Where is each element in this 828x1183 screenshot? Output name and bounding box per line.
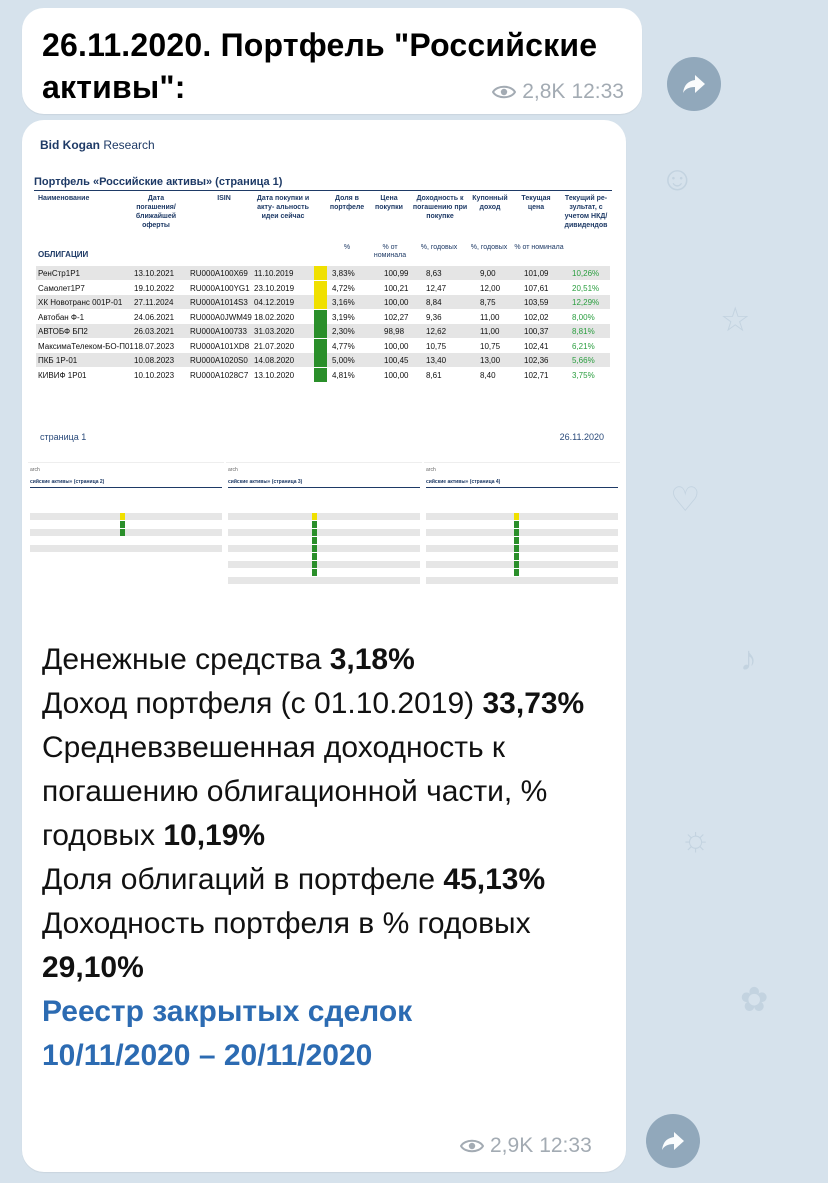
- table-cell: 23.10.2019: [254, 283, 295, 293]
- stat-line: Доходность портфеля в % годовых 29,10%: [42, 907, 531, 984]
- views-count: 2,9K: [490, 1134, 534, 1157]
- table-cell: 10,26%: [572, 269, 600, 278]
- table-cell: 26.03.2021: [134, 327, 175, 336]
- table-cell: 100,21: [384, 283, 409, 293]
- table-cell: 103,59: [524, 298, 549, 307]
- table-cell: 102,27: [384, 312, 409, 322]
- table-cell: Автобан Ф-1: [38, 312, 85, 322]
- thumb-title: сийские активы» (страница 3): [228, 479, 303, 485]
- thumb-row: [426, 561, 618, 568]
- section-label: ОБЛИГАЦИИ: [38, 250, 89, 259]
- table-cell: RU000A1020S0: [190, 356, 248, 365]
- doodle-note-icon: ♪: [740, 640, 757, 678]
- thumb-row: [426, 513, 618, 520]
- table-cell: 14.08.2020: [254, 356, 295, 365]
- table-cell: ХК Новотранс 001Р-01: [38, 298, 123, 307]
- table-cell: 2,30%: [332, 327, 355, 336]
- thumb-row: [228, 521, 420, 528]
- status-indicator: [514, 553, 519, 560]
- sub-header: %, годовых: [420, 244, 458, 251]
- table-cell: 8,84: [426, 298, 442, 307]
- table-cell: 11.10.2019: [254, 269, 294, 278]
- share-button-1[interactable]: [667, 57, 721, 111]
- thumb-row: [228, 545, 420, 552]
- table-cell: RU000A101XD8: [190, 341, 250, 351]
- table-cell: 10,75: [480, 341, 501, 351]
- table-cell: RU000A1028C7: [190, 370, 249, 380]
- doodle-heart-icon: ♡: [670, 481, 701, 519]
- table-cell: 8,00%: [572, 312, 595, 322]
- status-indicator: [312, 569, 317, 576]
- message-bubble-2[interactable]: [22, 120, 626, 1172]
- status-indicator: [312, 537, 317, 544]
- page-label: страница 1: [40, 432, 87, 442]
- table-cell: 102,02: [524, 312, 549, 322]
- table-cell: 13.10.2020: [254, 370, 295, 380]
- table-row: [36, 295, 610, 309]
- message-meta-2: [460, 1134, 592, 1158]
- table-cell: РенСтр1Р1: [38, 269, 80, 278]
- table-cell: 27.11.2024: [134, 298, 174, 307]
- message-time: 12:33: [571, 80, 624, 103]
- table-cell: 8,61: [426, 370, 442, 380]
- thumb-row: [426, 537, 618, 544]
- message-text: [42, 638, 612, 1078]
- table-cell: 04.12.2019: [254, 298, 295, 307]
- col-header: Наименование: [38, 195, 90, 202]
- table-row: [36, 324, 610, 338]
- thumb-brand: arch: [30, 467, 40, 473]
- table-cell: 8,40: [480, 370, 496, 380]
- table-cell: 8,63: [426, 269, 442, 278]
- thumb-row: [426, 521, 618, 528]
- table-cell: 11,00: [480, 327, 500, 336]
- sub-header: % от номинала: [514, 244, 564, 251]
- col-header: Доходность к погашению при покупке: [412, 195, 468, 220]
- table-cell: 5,66%: [572, 356, 595, 365]
- col-header: Дата покупки и акту- альность идеи сейчас: [256, 195, 310, 220]
- sub-header: %, годовых: [470, 244, 508, 251]
- table-cell: 19.10.2022: [134, 283, 175, 293]
- table-cell: 31.03.2020: [254, 327, 295, 336]
- table-cell: 4,77%: [332, 341, 355, 351]
- views-count: 2,8K: [522, 80, 566, 103]
- status-indicator: [314, 295, 327, 309]
- table-cell: 102,41: [524, 341, 549, 351]
- table-cell: RU000A1014S3: [190, 298, 248, 307]
- status-indicator: [514, 513, 519, 520]
- table-cell: 11,00: [480, 312, 500, 322]
- portfolio-image[interactable]: [28, 124, 620, 604]
- table-cell: 107,61: [524, 283, 549, 293]
- thumb-row: [228, 537, 420, 544]
- message-meta-1: [492, 80, 624, 104]
- page-date: 26.11.2020: [559, 432, 604, 442]
- thumb-row: [426, 529, 618, 536]
- thumb-row: [30, 529, 222, 536]
- table-cell: ПКБ 1Р-01: [38, 356, 78, 365]
- message-time: 12:33: [539, 1134, 592, 1157]
- status-indicator: [312, 545, 317, 552]
- table-row: [36, 281, 610, 295]
- table-cell: 3,83%: [332, 269, 355, 278]
- table-cell: 4,72%: [332, 283, 355, 293]
- thumb-title: сийские активы» (страница 4): [426, 479, 501, 485]
- col-header: Текущий ре- зультат, с учетом НКД/ дивидендов: [564, 195, 608, 229]
- thumb-row: [228, 569, 420, 576]
- thumb-row: [228, 529, 420, 536]
- brand-logo: Bid Kogan Research: [40, 138, 155, 152]
- thumb-title: сийские активы» (страница 2): [30, 479, 105, 485]
- table-cell: RU000A100733: [190, 327, 247, 336]
- status-indicator: [514, 545, 519, 552]
- thumb-rule: [426, 487, 618, 488]
- thumb-row: [30, 537, 222, 544]
- deals-registry-link[interactable]: Реестр закрытых сделок 10/11/2020 – 20/11/2020: [42, 995, 413, 1072]
- sub-header: %: [343, 244, 351, 251]
- table-cell: 101,09: [524, 269, 549, 278]
- table-cell: 13,40: [426, 356, 447, 365]
- table-cell: 100,45: [384, 356, 409, 365]
- status-indicator: [312, 513, 317, 520]
- table-cell: 21.07.2020: [254, 341, 295, 351]
- table-cell: 4,81%: [332, 370, 355, 380]
- table-cell: 18.07.2023: [134, 341, 175, 351]
- table-cell: 100,00: [384, 341, 409, 351]
- thumb-rule: [30, 487, 222, 488]
- thumb-row: [426, 585, 618, 592]
- table-cell: 12,47: [426, 283, 447, 293]
- table-cell: 8,81%: [572, 327, 595, 336]
- status-indicator: [312, 521, 317, 528]
- status-indicator: [120, 513, 125, 520]
- table-cell: 100,00: [384, 298, 409, 307]
- stat-line: Средневзвешенная доходность к погашению облигационной части, % годовых 10,19%: [42, 731, 548, 852]
- doodle-star-icon: ☆: [720, 301, 751, 339]
- status-indicator: [314, 368, 327, 382]
- col-header: Цена покупки: [375, 195, 403, 211]
- sub-header: % от номинала: [373, 244, 407, 259]
- table-cell: 6,21%: [572, 341, 595, 351]
- table-cell: 3,75%: [572, 370, 595, 380]
- thumb-row: [30, 521, 222, 528]
- table-cell: 10,75: [426, 341, 447, 351]
- table-cell: 20,51%: [572, 283, 600, 293]
- message-bubble-1[interactable]: [22, 8, 642, 114]
- thumb-row: [426, 569, 618, 576]
- table-cell: 8,75: [480, 298, 496, 307]
- table-cell: КИВИФ 1Р01: [38, 370, 87, 380]
- thumb-row: [426, 545, 618, 552]
- thumb-rule: [228, 487, 420, 488]
- thumb-row: [426, 553, 618, 560]
- table-cell: 13.10.2021: [134, 269, 175, 278]
- status-indicator: [314, 324, 327, 338]
- status-indicator: [514, 569, 519, 576]
- thumb-brand: arch: [426, 467, 436, 473]
- status-indicator: [120, 529, 125, 536]
- col-header: Купонный доход: [472, 195, 508, 211]
- table-cell: АВТОБФ БП2: [38, 327, 88, 336]
- status-indicator: [312, 553, 317, 560]
- thumb-row: [228, 561, 420, 568]
- table-cell: 102,36: [524, 356, 549, 365]
- table-row: [36, 353, 610, 367]
- views-eye-icon: [460, 1138, 484, 1154]
- thumb-row: [228, 577, 420, 584]
- status-indicator: [314, 353, 327, 367]
- col-header: Дата погашения/ ближайшей оферты: [135, 195, 177, 229]
- stat-line: Доход портфеля (с 01.10.2019) 33,73%: [42, 687, 585, 720]
- page-thumbnail-4: [424, 462, 620, 603]
- status-indicator: [314, 281, 327, 295]
- status-indicator: [514, 561, 519, 568]
- status-indicator: [120, 521, 125, 528]
- table-cell: 10.10.2023: [134, 370, 175, 380]
- status-indicator: [314, 339, 327, 353]
- thumb-row: [228, 585, 420, 592]
- table-cell: 3,19%: [332, 312, 355, 322]
- table-cell: RU000A0JWM49: [190, 312, 252, 322]
- col-header: Текущая цена: [521, 195, 551, 211]
- table-cell: 9,36: [426, 312, 442, 322]
- table-cell: 12,62: [426, 327, 447, 336]
- table-cell: 9,00: [480, 269, 496, 278]
- table-cell: RU000A100X69: [190, 269, 248, 278]
- table-cell: 3,16%: [332, 298, 355, 307]
- table-cell: МаксимаТелеком-БО-П01: [38, 341, 134, 351]
- table-cell: 12,29%: [572, 298, 600, 307]
- stat-line: Денежные средства 3,18%: [42, 643, 415, 676]
- status-indicator: [312, 529, 317, 536]
- table-cell: 98,98: [384, 327, 405, 336]
- table-cell: 100,99: [384, 269, 409, 278]
- table-cell: Самолет1Р7: [38, 283, 85, 293]
- col-header: ISIN: [217, 195, 231, 202]
- table-cell: 18.02.2020: [254, 312, 295, 322]
- page-thumbnail-3: [226, 462, 422, 603]
- col-header: Доля в портфеле: [329, 195, 365, 211]
- stat-line: Доля облигаций в портфеле 45,13%: [42, 863, 546, 896]
- doodle-cat-icon: ☺: [660, 160, 695, 198]
- views-eye-icon: [492, 84, 516, 100]
- table-cell: 12,00: [480, 283, 501, 293]
- table-cell: 5,00%: [332, 356, 355, 365]
- table-cell: 100,37: [524, 327, 549, 336]
- thumb-row: [30, 513, 222, 520]
- doc-rule: [34, 190, 612, 191]
- table-cell: 100,00: [384, 370, 409, 380]
- table-cell: 13,00: [480, 356, 501, 365]
- thumb-row: [30, 545, 222, 552]
- status-indicator: [514, 529, 519, 536]
- thumb-row: [228, 553, 420, 560]
- status-indicator: [314, 266, 327, 280]
- thumb-brand: arch: [228, 467, 238, 473]
- table-row: [36, 339, 610, 353]
- page-thumbnail-2: [28, 462, 224, 603]
- table-cell: RU000A100YG1: [190, 283, 250, 293]
- table-cell: 10.08.2023: [134, 356, 175, 365]
- table-cell: 102,71: [524, 370, 549, 380]
- doodle-sun-icon: ☼: [680, 820, 712, 858]
- table-row: [36, 368, 610, 382]
- share-button-2[interactable]: [646, 1114, 700, 1168]
- share-arrow-icon: [681, 73, 707, 95]
- message-title: 26.11.2020. Портфель "Российские активы":: [42, 27, 598, 105]
- doodle-flower-icon: ✿: [740, 981, 769, 1019]
- status-indicator: [312, 561, 317, 568]
- thumb-row: [228, 513, 420, 520]
- share-arrow-icon: [660, 1130, 686, 1152]
- status-indicator: [314, 310, 327, 324]
- thumb-row: [426, 577, 618, 584]
- table-row: [36, 310, 610, 324]
- status-indicator: [514, 521, 519, 528]
- doc-title: Портфель «Российские активы» (страница 1): [34, 176, 283, 188]
- table-cell: 24.06.2021: [134, 312, 175, 322]
- status-indicator: [514, 537, 519, 544]
- table-row: [36, 266, 610, 280]
